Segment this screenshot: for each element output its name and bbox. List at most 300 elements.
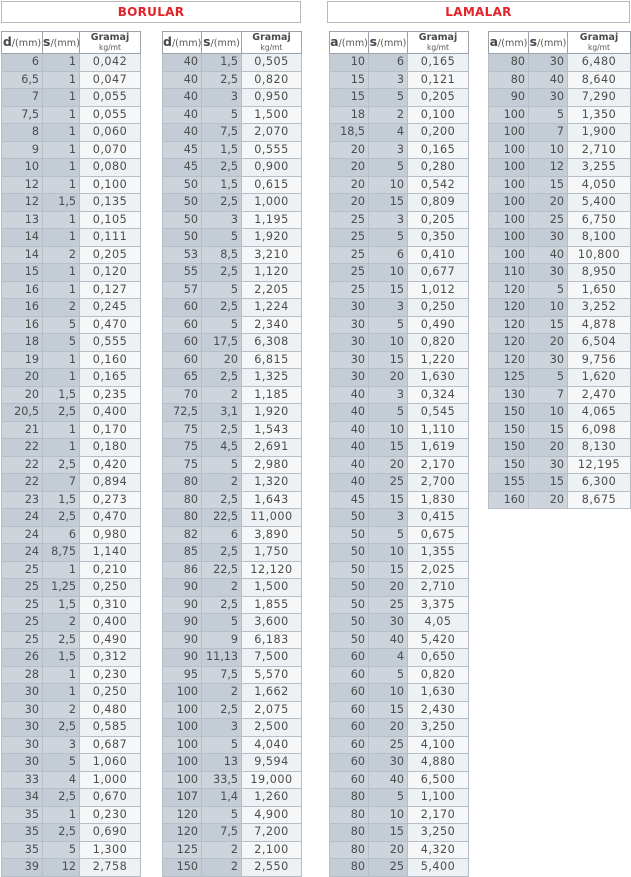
- thickness-cell: 30: [529, 54, 568, 72]
- weight-cell: 0,121: [408, 71, 469, 89]
- table-row: [163, 631, 302, 649]
- thickness-cell: 3: [202, 719, 242, 737]
- table-row: [489, 246, 631, 264]
- diameter-cell: 16: [2, 299, 43, 317]
- thickness-cell: 4: [43, 771, 80, 789]
- weight-cell: 2,710: [568, 141, 631, 159]
- thickness-cell: 5: [202, 281, 242, 299]
- table-row: [163, 334, 302, 352]
- weight-cell: 7,200: [242, 824, 302, 842]
- diameter-cell: 25: [2, 631, 43, 649]
- table-row: [163, 404, 302, 422]
- table-row: [330, 211, 469, 229]
- weight-cell: 0,100: [408, 106, 469, 124]
- weight-cell: 0,670: [80, 789, 141, 807]
- table-row: [2, 824, 141, 842]
- weight-cell: 0,250: [80, 684, 141, 702]
- weight-cell: 3,250: [408, 719, 469, 737]
- weight-cell: 4,065: [568, 404, 631, 422]
- diameter-cell: 23: [2, 491, 43, 509]
- thickness-cell: 5: [202, 106, 242, 124]
- thickness-cell: 25: [369, 859, 408, 877]
- weight-cell: 0,400: [80, 614, 141, 632]
- diameter-cell: 82: [163, 526, 202, 544]
- table-row: [163, 701, 302, 719]
- weight-cell: 0,470: [80, 509, 141, 527]
- diameter-cell: 20: [2, 369, 43, 387]
- weight-header: Gramaj kg/mt: [568, 32, 631, 54]
- weight-cell: 1,500: [242, 579, 302, 597]
- width-cell: 80: [489, 54, 529, 72]
- thickness-header: s/(mm): [529, 32, 568, 54]
- table-row: [2, 386, 141, 404]
- table-row: [330, 246, 469, 264]
- table-row: [2, 596, 141, 614]
- weight-cell: 0,650: [408, 649, 469, 667]
- width-cell: 80: [330, 859, 369, 877]
- weight-cell: 0,210: [80, 561, 141, 579]
- thickness-cell: 10: [529, 299, 568, 317]
- width-cell: 120: [489, 299, 529, 317]
- thickness-cell: 1: [43, 211, 80, 229]
- weight-cell: 3,252: [568, 299, 631, 317]
- diameter-cell: 16: [2, 281, 43, 299]
- table-row: [2, 281, 141, 299]
- diameter-cell: 40: [163, 106, 202, 124]
- weight-cell: 0,555: [80, 334, 141, 352]
- thickness-cell: 2,5: [202, 369, 242, 387]
- width-cell: 60: [330, 719, 369, 737]
- thickness-cell: 2,5: [43, 456, 80, 474]
- table-row: [163, 369, 302, 387]
- thickness-cell: 25: [529, 211, 568, 229]
- thickness-cell: 6: [369, 54, 408, 72]
- table-row: [2, 229, 141, 247]
- diameter-cell: 85: [163, 544, 202, 562]
- thickness-cell: 2,5: [202, 264, 242, 282]
- table-row: [2, 561, 141, 579]
- weight-cell: 1,500: [242, 106, 302, 124]
- table-row: [163, 386, 302, 404]
- diameter-cell: 18: [2, 334, 43, 352]
- width-cell: 20: [330, 194, 369, 212]
- diameter-cell: 30: [2, 754, 43, 772]
- table-row: [2, 124, 141, 142]
- table-row: [163, 649, 302, 667]
- table-row: [2, 456, 141, 474]
- diameter-cell: 125: [163, 841, 202, 859]
- weight-cell: 0,055: [80, 106, 141, 124]
- thickness-cell: 20: [369, 719, 408, 737]
- table-row: [330, 54, 469, 72]
- thickness-cell: 20: [369, 369, 408, 387]
- weight-cell: 5,420: [408, 631, 469, 649]
- weight-cell: 0,950: [242, 89, 302, 107]
- weight-cell: 9,594: [242, 754, 302, 772]
- table-row: [163, 754, 302, 772]
- thickness-cell: 40: [369, 631, 408, 649]
- weight-cell: 0,687: [80, 736, 141, 754]
- table-row: [2, 141, 141, 159]
- table-row: [163, 491, 302, 509]
- table-row: [163, 526, 302, 544]
- table-row: [330, 859, 469, 877]
- table-row: [2, 491, 141, 509]
- width-cell: 150: [489, 421, 529, 439]
- table-row: [330, 701, 469, 719]
- table-row: [163, 281, 302, 299]
- table-row: [330, 159, 469, 177]
- weight-cell: 2,500: [242, 719, 302, 737]
- weight-cell: 0,205: [408, 211, 469, 229]
- diameter-cell: 60: [163, 316, 202, 334]
- table-row: [330, 666, 469, 684]
- thickness-cell: 15: [369, 491, 408, 509]
- table-row: [489, 54, 631, 72]
- weight-cell: 0,415: [408, 509, 469, 527]
- table-row: [163, 316, 302, 334]
- width-cell: 120: [489, 334, 529, 352]
- weight-cell: 0,070: [80, 141, 141, 159]
- thickness-cell: 5: [529, 106, 568, 124]
- thickness-cell: 10: [369, 806, 408, 824]
- table-row: [489, 369, 631, 387]
- table-row: [330, 456, 469, 474]
- thickness-cell: 3: [369, 71, 408, 89]
- thickness-cell: 5: [43, 754, 80, 772]
- diameter-cell: 22: [2, 456, 43, 474]
- width-cell: 50: [330, 544, 369, 562]
- table-row: [2, 544, 141, 562]
- thickness-cell: 8,75: [43, 544, 80, 562]
- table-row: [2, 666, 141, 684]
- table-row: [489, 334, 631, 352]
- weight-cell: 8,950: [568, 264, 631, 282]
- thickness-cell: 2: [202, 684, 242, 702]
- thickness-cell: 15: [529, 474, 568, 492]
- diameter-cell: 19: [2, 351, 43, 369]
- diameter-cell: 24: [2, 509, 43, 527]
- weight-cell: 0,400: [80, 404, 141, 422]
- thickness-cell: 5: [43, 316, 80, 334]
- weight-cell: 0,542: [408, 176, 469, 194]
- table-row: [163, 579, 302, 597]
- table-row: [330, 614, 469, 632]
- weight-header: Gramaj kg/mt: [80, 32, 141, 54]
- diameter-cell: 9: [2, 141, 43, 159]
- weight-cell: 0,055: [80, 89, 141, 107]
- width-cell: 30: [330, 334, 369, 352]
- weight-cell: 1,350: [568, 106, 631, 124]
- table-row: [163, 176, 302, 194]
- thickness-cell: 33,5: [202, 771, 242, 789]
- thickness-cell: 30: [369, 754, 408, 772]
- weight-cell: 1,320: [242, 474, 302, 492]
- thickness-cell: 1: [43, 369, 80, 387]
- thickness-cell: 3: [202, 211, 242, 229]
- diameter-cell: 39: [2, 859, 43, 877]
- thickness-cell: 6: [369, 246, 408, 264]
- thickness-cell: 1: [43, 106, 80, 124]
- width-cell: 50: [330, 509, 369, 527]
- table-row: [2, 701, 141, 719]
- weight-cell: 7,290: [568, 89, 631, 107]
- thickness-cell: 1,4: [202, 789, 242, 807]
- diameter-cell: 75: [163, 456, 202, 474]
- diameter-cell: 6,5: [2, 71, 43, 89]
- thickness-cell: 2,5: [43, 631, 80, 649]
- weight-cell: 4,050: [568, 176, 631, 194]
- table-row: [2, 54, 141, 72]
- weight-header: Gramaj kg/mt: [242, 32, 302, 54]
- width-cell: 160: [489, 491, 529, 509]
- thickness-cell: 1: [43, 54, 80, 72]
- thickness-cell: 15: [369, 194, 408, 212]
- weight-cell: 3,890: [242, 526, 302, 544]
- width-cell: 100: [489, 211, 529, 229]
- weight-cell: 4,320: [408, 841, 469, 859]
- width-cell: 60: [330, 736, 369, 754]
- width-cell: 80: [330, 806, 369, 824]
- thickness-cell: 30: [529, 456, 568, 474]
- diameter-cell: 20: [2, 386, 43, 404]
- width-cell: 40: [330, 439, 369, 457]
- diameter-cell: 90: [163, 614, 202, 632]
- thickness-cell: 1: [43, 421, 80, 439]
- diameter-cell: 90: [163, 649, 202, 667]
- thickness-cell: 9: [202, 631, 242, 649]
- width-cell: 150: [489, 439, 529, 457]
- table-row: [330, 194, 469, 212]
- thickness-cell: 10: [369, 544, 408, 562]
- table-row: [2, 859, 141, 877]
- weight-cell: 6,183: [242, 631, 302, 649]
- weight-cell: 0,060: [80, 124, 141, 142]
- table-row: [2, 684, 141, 702]
- diameter-cell: 15: [2, 264, 43, 282]
- thickness-cell: 1: [43, 666, 80, 684]
- table-row: [330, 719, 469, 737]
- thickness-cell: 20: [369, 579, 408, 597]
- diameter-cell: 60: [163, 299, 202, 317]
- diameter-cell: 24: [2, 544, 43, 562]
- weight-cell: 2,430: [408, 701, 469, 719]
- weight-cell: 2,691: [242, 439, 302, 457]
- table-row: [489, 456, 631, 474]
- thickness-cell: 10: [529, 141, 568, 159]
- diameter-cell: 28: [2, 666, 43, 684]
- borular-title: BORULAR: [1, 1, 301, 23]
- weight-cell: 12,120: [242, 561, 302, 579]
- weight-cell: 0,120: [80, 264, 141, 282]
- table-row: [163, 614, 302, 632]
- width-cell: 45: [330, 491, 369, 509]
- thickness-cell: 3: [369, 141, 408, 159]
- weight-cell: 0,245: [80, 299, 141, 317]
- thickness-cell: 7,5: [202, 666, 242, 684]
- thickness-cell: 40: [369, 771, 408, 789]
- diameter-header: d/(mm): [163, 32, 202, 54]
- width-cell: 60: [330, 649, 369, 667]
- thickness-cell: 5: [369, 526, 408, 544]
- thickness-cell: 15: [369, 439, 408, 457]
- diameter-cell: 25: [2, 596, 43, 614]
- thickness-cell: 5: [369, 666, 408, 684]
- width-cell: 50: [330, 596, 369, 614]
- diameter-cell: 57: [163, 281, 202, 299]
- table-row: [2, 614, 141, 632]
- table-row: [163, 54, 302, 72]
- thickness-cell: 1: [43, 159, 80, 177]
- weight-cell: 0,080: [80, 159, 141, 177]
- width-cell: 100: [489, 124, 529, 142]
- thickness-cell: 4,5: [202, 439, 242, 457]
- table-row: [489, 491, 631, 509]
- thickness-cell: 2,5: [43, 789, 80, 807]
- weight-cell: 0,690: [80, 824, 141, 842]
- diameter-cell: 60: [163, 334, 202, 352]
- table-row: [163, 299, 302, 317]
- table-row: [330, 281, 469, 299]
- thickness-cell: 12: [529, 159, 568, 177]
- width-cell: 18,5: [330, 124, 369, 142]
- diameter-cell: 55: [163, 264, 202, 282]
- table-row: [2, 474, 141, 492]
- diameter-cell: 60: [163, 351, 202, 369]
- width-cell: 40: [330, 456, 369, 474]
- width-cell: 100: [489, 229, 529, 247]
- weight-cell: 7,500: [242, 649, 302, 667]
- weight-cell: 8,130: [568, 439, 631, 457]
- table-row: [2, 631, 141, 649]
- table-row: [330, 264, 469, 282]
- thickness-cell: 3: [43, 736, 80, 754]
- table-row: [2, 369, 141, 387]
- table-row: [163, 561, 302, 579]
- weight-cell: 0,100: [80, 176, 141, 194]
- table-row: [163, 509, 302, 527]
- weight-cell: 19,000: [242, 771, 302, 789]
- table-row: [163, 684, 302, 702]
- width-cell: 80: [489, 71, 529, 89]
- table-row: [163, 89, 302, 107]
- table-row: [2, 841, 141, 859]
- diameter-cell: 35: [2, 841, 43, 859]
- table-row: [163, 106, 302, 124]
- table-row: [489, 474, 631, 492]
- thickness-cell: 1: [43, 89, 80, 107]
- table-row: [163, 841, 302, 859]
- weight-cell: 5,400: [568, 194, 631, 212]
- weight-cell: 0,675: [408, 526, 469, 544]
- diameter-cell: 34: [2, 789, 43, 807]
- diameter-cell: 150: [163, 859, 202, 877]
- table-row: [163, 771, 302, 789]
- thickness-cell: 40: [529, 71, 568, 89]
- table-row: [163, 456, 302, 474]
- diameter-cell: 12: [2, 194, 43, 212]
- weight-cell: 1,100: [408, 789, 469, 807]
- table-row: [330, 544, 469, 562]
- thickness-cell: 6: [43, 526, 80, 544]
- table-row: [330, 771, 469, 789]
- diameter-cell: 75: [163, 421, 202, 439]
- table-row: [330, 386, 469, 404]
- table-row: [2, 316, 141, 334]
- diameter-cell: 30: [2, 719, 43, 737]
- width-cell: 50: [330, 631, 369, 649]
- thickness-cell: 7: [43, 474, 80, 492]
- diameter-cell: 40: [163, 54, 202, 72]
- weight-cell: 1,000: [80, 771, 141, 789]
- thickness-cell: 3,1: [202, 404, 242, 422]
- weight-cell: 1,619: [408, 439, 469, 457]
- weight-cell: 0,820: [408, 334, 469, 352]
- thickness-cell: 1,5: [43, 386, 80, 404]
- diameter-cell: 30: [2, 736, 43, 754]
- borular-table-1: [1, 31, 141, 877]
- weight-cell: 0,900: [242, 159, 302, 177]
- width-cell: 40: [330, 474, 369, 492]
- thickness-cell: 1,5: [202, 176, 242, 194]
- thickness-cell: 1: [43, 264, 80, 282]
- table-row: [489, 351, 631, 369]
- weight-cell: 0,820: [242, 71, 302, 89]
- thickness-cell: 2,5: [202, 701, 242, 719]
- table-row: [163, 159, 302, 177]
- weight-cell: 8,675: [568, 491, 631, 509]
- weight-cell: 2,205: [242, 281, 302, 299]
- weight-cell: 0,490: [80, 631, 141, 649]
- table-row: [330, 789, 469, 807]
- diameter-cell: 16: [2, 316, 43, 334]
- weight-cell: 8,100: [568, 229, 631, 247]
- table-row: [330, 299, 469, 317]
- weight-cell: 0,235: [80, 386, 141, 404]
- thickness-cell: 2,5: [202, 491, 242, 509]
- weight-cell: 0,250: [408, 299, 469, 317]
- thickness-cell: 5: [202, 229, 242, 247]
- weight-cell: 0,980: [80, 526, 141, 544]
- table-row: [2, 736, 141, 754]
- table-row: [163, 229, 302, 247]
- thickness-cell: 5: [369, 229, 408, 247]
- table-row: [163, 421, 302, 439]
- table-row: [330, 369, 469, 387]
- width-cell: 100: [489, 159, 529, 177]
- width-cell: 25: [330, 264, 369, 282]
- weight-cell: 6,098: [568, 421, 631, 439]
- weight-cell: 1,620: [568, 369, 631, 387]
- table-row: [489, 316, 631, 334]
- table-row: [489, 439, 631, 457]
- table-row: [2, 789, 141, 807]
- thickness-cell: 5: [202, 736, 242, 754]
- thickness-cell: 5: [369, 404, 408, 422]
- diameter-cell: 120: [163, 806, 202, 824]
- weight-cell: 0,312: [80, 649, 141, 667]
- table-row: [330, 229, 469, 247]
- table-row: [163, 666, 302, 684]
- table-row: [2, 334, 141, 352]
- width-cell: 60: [330, 754, 369, 772]
- diameter-cell: 100: [163, 736, 202, 754]
- width-cell: 30: [330, 299, 369, 317]
- weight-cell: 1,662: [242, 684, 302, 702]
- width-cell: 25: [330, 281, 369, 299]
- width-cell: 20: [330, 159, 369, 177]
- diameter-cell: 75: [163, 439, 202, 457]
